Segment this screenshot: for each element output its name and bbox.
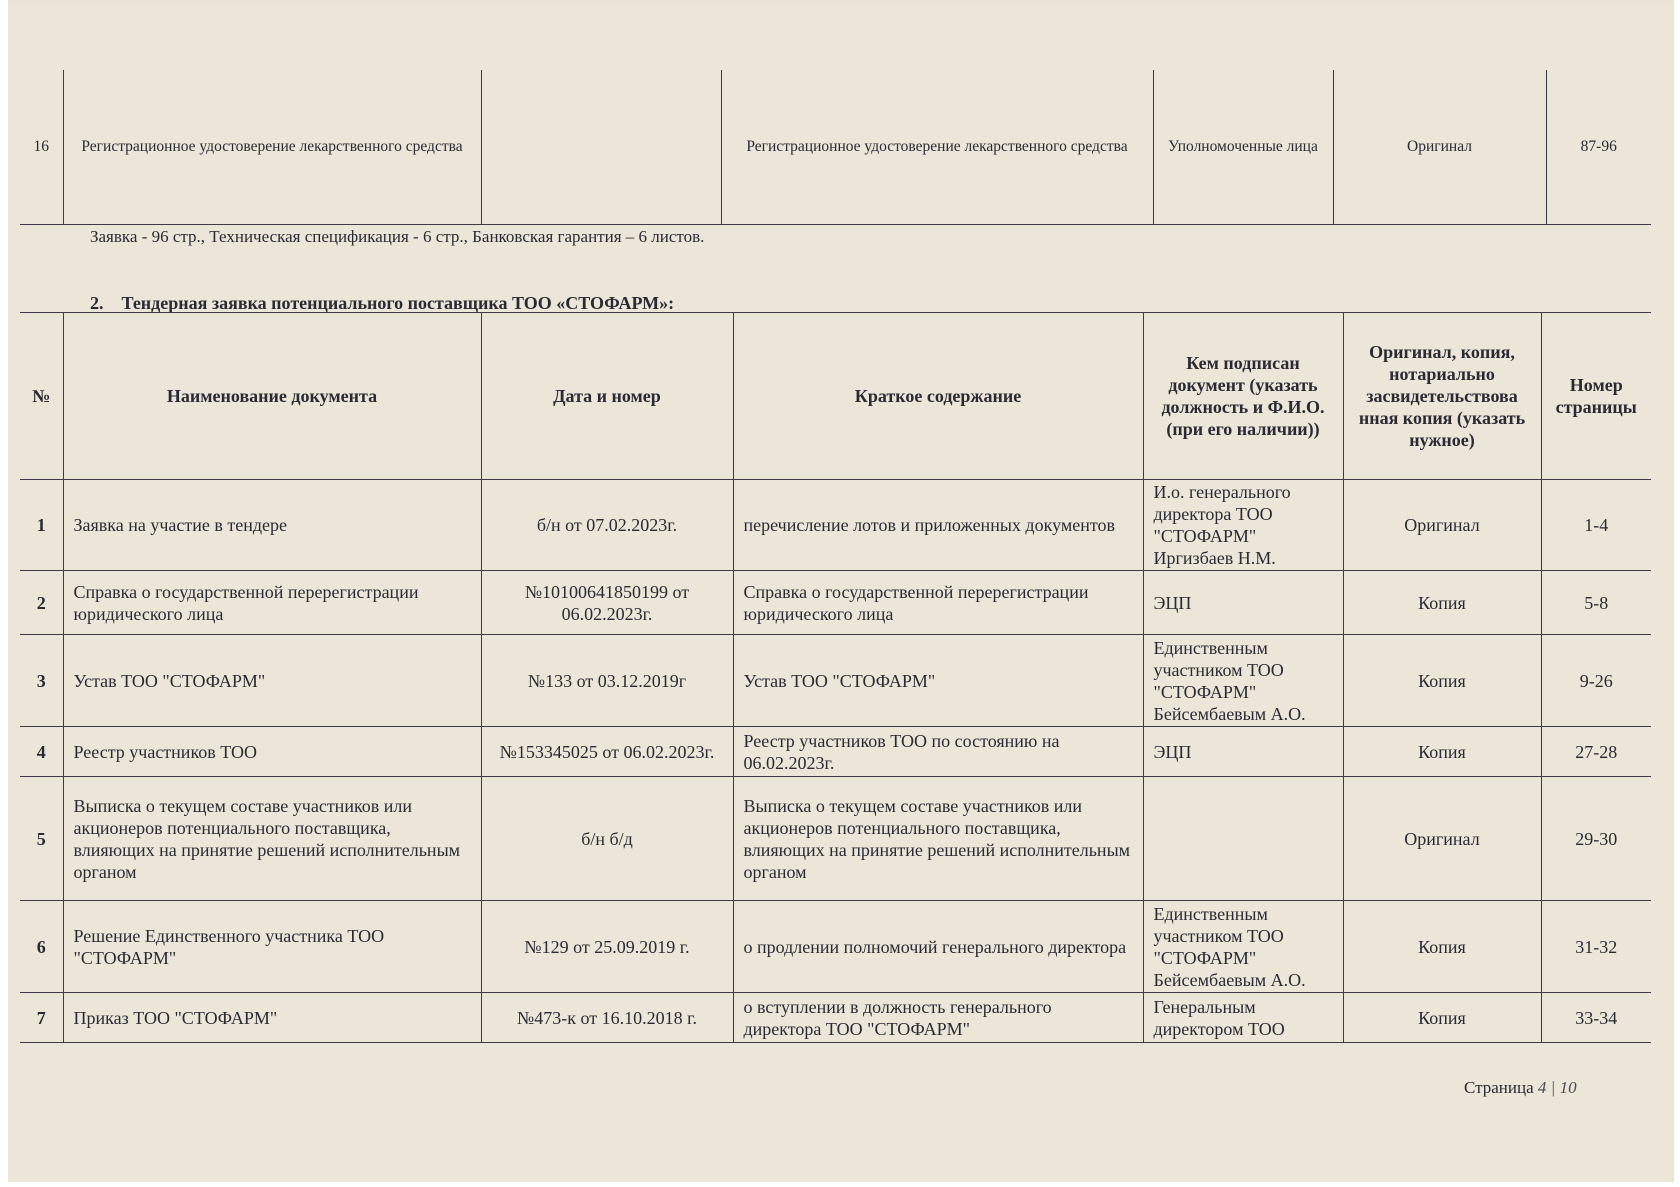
signed-by: ЭЦП — [1143, 727, 1343, 777]
table-row — [20, 777, 1651, 901]
signed-by: Единственным участником ТОО "СТОФАРМ" Бейсембаевым А.О. — [1143, 901, 1343, 993]
signed-by: Генеральным директором ТОО — [1143, 993, 1343, 1043]
page-separator: | — [1550, 1078, 1556, 1097]
row-number: 1 — [20, 480, 63, 571]
page-range: 31-32 — [1541, 901, 1651, 993]
total-pages: 10 — [1559, 1078, 1577, 1097]
page-range: 1-4 — [1541, 480, 1651, 571]
page-count-note: Заявка - 96 стр., Техническая спецификация - 6 стр., Банковская гарантия – 6 листов. — [90, 227, 705, 246]
page-label: Страница — [1464, 1078, 1534, 1097]
page-range: 29-30 — [1541, 777, 1651, 901]
document-name: Справка о государственной перерегистрации юридического лица — [63, 571, 481, 635]
row-number: 16 — [20, 70, 63, 225]
scan-border-bottom — [0, 1182, 1680, 1187]
table-row — [20, 993, 1651, 1043]
document-type: Копия — [1343, 993, 1541, 1043]
signed-by: Уполномоченные лица — [1153, 70, 1333, 225]
table-header-row — [20, 313, 1651, 480]
page-range: 27-28 — [1541, 727, 1651, 777]
document-name: Реестр участников ТОО — [63, 727, 481, 777]
table-row — [20, 571, 1651, 635]
row-number: 4 — [20, 727, 63, 777]
table-row — [20, 70, 1651, 225]
table-row — [20, 635, 1651, 727]
row-number: 2 — [20, 571, 63, 635]
signed-by — [1143, 777, 1343, 901]
header-document-name: Наименование документа — [63, 313, 481, 480]
document-name: Выписка о текущем составе участников или акционеров потенциального поставщика, влияющих на принятие решений исполнительным органом — [63, 777, 481, 901]
header-document-type: Оригинал, копия, нотариально засвидетельствова нная копия (указать нужное) — [1343, 313, 1541, 480]
summary: перечисление лотов и приложенных документов — [733, 480, 1143, 571]
page-range: 33-34 — [1541, 993, 1651, 1043]
summary: о вступлении в должность генерального директора ТОО "СТОФАРМ" — [733, 993, 1143, 1043]
date-number: б/н б/д — [481, 777, 733, 901]
date-number: №473-к от 16.10.2018 г. — [481, 993, 733, 1043]
previous-section-table — [20, 70, 1651, 225]
summary: Справка о государственной перерегистрации юридического лица — [733, 571, 1143, 635]
page-range: 5-8 — [1541, 571, 1651, 635]
row-number: 5 — [20, 777, 63, 901]
document-type: Оригинал — [1333, 70, 1546, 225]
date-number — [481, 70, 721, 225]
header-page-number: Номер страницы — [1541, 313, 1651, 480]
document-type: Оригинал — [1343, 777, 1541, 901]
page-range: 9-26 — [1541, 635, 1651, 727]
summary: Выписка о текущем составе участников или акционеров потенциального поставщика, влияющих на принятие решений исполнительным органом — [733, 777, 1143, 901]
summary: Регистрационное удостоверение лекарственного средства — [721, 70, 1153, 225]
document-name: Устав ТОО "СТОФАРМ" — [63, 635, 481, 727]
table-row — [20, 480, 1651, 571]
header-date-number: Дата и номер — [481, 313, 733, 480]
summary: о продлении полномочий генерального директора — [733, 901, 1143, 993]
page-footer — [1464, 1078, 1577, 1098]
table-row — [20, 901, 1651, 993]
row-number: 6 — [20, 901, 63, 993]
date-number: №10100641850199 от 06.02.2023г. — [481, 571, 733, 635]
header-signed-by: Кем подписан документ (указать должность и Ф.И.О. (при его наличии)) — [1143, 313, 1343, 480]
document-type: Копия — [1343, 571, 1541, 635]
section-title: Тендерная заявка потенциального поставщика ТОО «СТОФАРМ»: — [121, 293, 675, 313]
document-name: Заявка на участие в тендере — [63, 480, 481, 571]
signed-by: ЭЦП — [1143, 571, 1343, 635]
signed-by: И.о. генерального директора ТОО "СТОФАРМ" Иргизбаев Н.М. — [1143, 480, 1343, 571]
signed-by: Единственным участником ТОО "СТОФАРМ" Бейсембаевым А.О. — [1143, 635, 1343, 727]
document-type: Копия — [1343, 635, 1541, 727]
summary: Реестр участников ТОО по состоянию на 06.02.2023г. — [733, 727, 1143, 777]
document-type: Копия — [1343, 901, 1541, 993]
documents-table — [20, 312, 1651, 1043]
table-row — [20, 727, 1651, 777]
date-number: б/н от 07.02.2023г. — [481, 480, 733, 571]
document-name: Приказ ТОО "СТОФАРМ" — [63, 993, 481, 1043]
date-number: №129 от 25.09.2019 г. — [481, 901, 733, 993]
section-heading — [90, 293, 674, 314]
row-number: 3 — [20, 635, 63, 727]
summary: Устав ТОО "СТОФАРМ" — [733, 635, 1143, 727]
current-page: 4 — [1537, 1078, 1547, 1097]
date-number: №153345025 от 06.02.2023г. — [481, 727, 733, 777]
document-type: Копия — [1343, 727, 1541, 777]
section-number: 2. — [90, 293, 104, 313]
header-summary: Краткое содержание — [733, 313, 1143, 480]
header-number: № — [20, 313, 63, 480]
page-range: 87-96 — [1546, 70, 1651, 225]
scan-border-right — [1674, 0, 1680, 1187]
row-number: 7 — [20, 993, 63, 1043]
document-name: Решение Единственного участника ТОО "СТОФАРМ" — [63, 901, 481, 993]
scan-border-left — [0, 0, 8, 1187]
document-type: Оригинал — [1343, 480, 1541, 571]
date-number: №133 от 03.12.2019г — [481, 635, 733, 727]
document-name: Регистрационное удостоверение лекарственного средства — [63, 70, 481, 225]
